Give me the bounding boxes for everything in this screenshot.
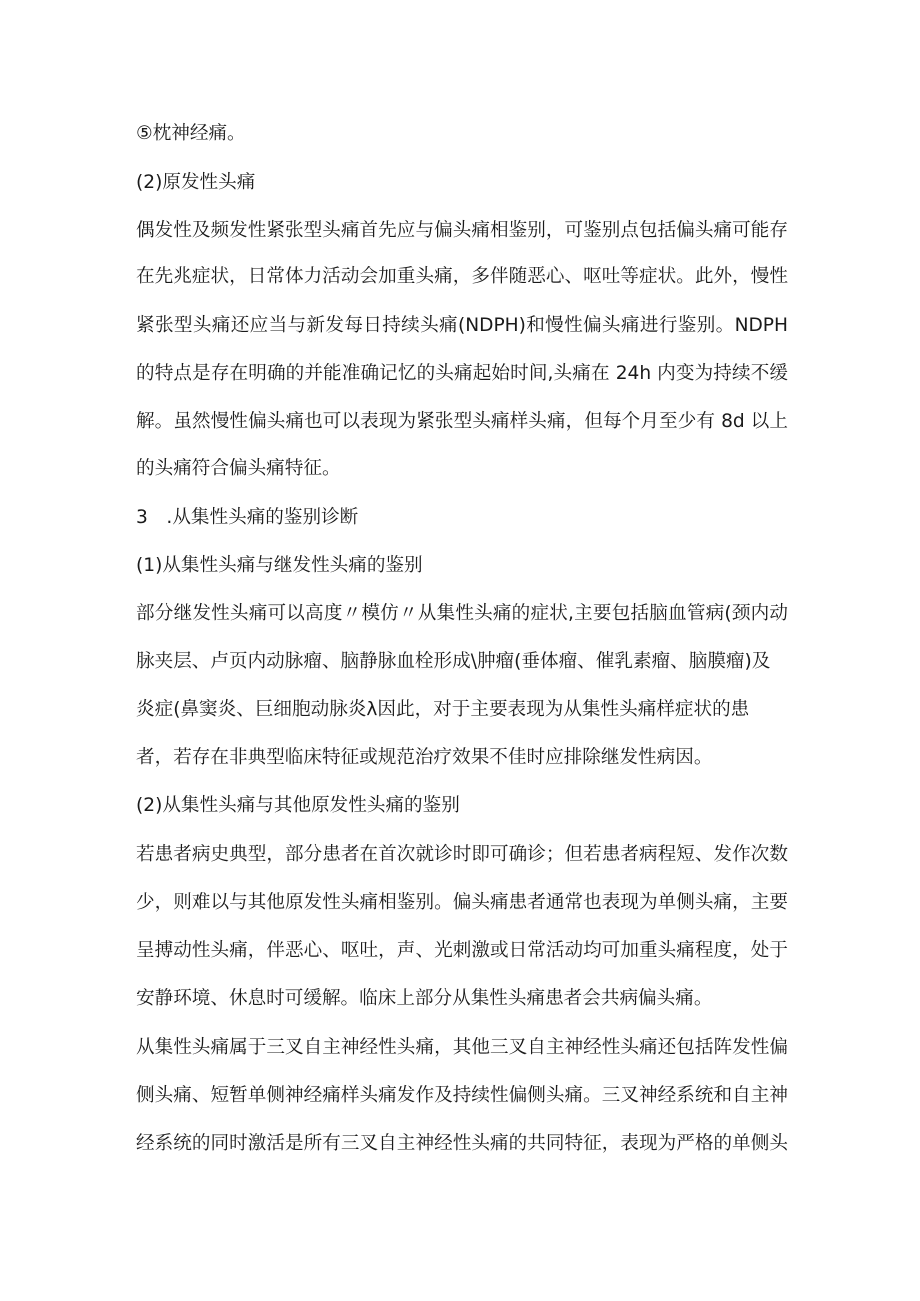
paragraph-line: 脉夹层、卢页内动脉瘤、脑静脉血栓形成\肿瘤(垂体瘤、催乳素瘤、脑膜瘤)及: [136, 651, 771, 672]
paragraph-line: 少，则难以与其他原发性头痛相鉴别。偏头痛患者通常也表现为单侧头痛，主要: [136, 892, 788, 913]
paragraph-line: 炎症(鼻窦炎、巨细胞动脉炎λ因此，对于主要表现为从集性头痛样症状的患: [136, 699, 750, 720]
paragraph-line: 的特点是存在明确的并能准确记忆的头痛起始时间,头痛在 24h 内变为持续不缓: [136, 363, 788, 384]
paragraph-line: 部分继发性头痛可以高度〃模仿〃从集性头痛的症状,主要包括脑血管病(颈内动: [136, 603, 788, 624]
paragraph-line: 者，若存在非典型临床特征或规范治疗效果不佳时应排除继发性病因。: [136, 747, 713, 768]
list-item-occipital-neuralgia: ⑤枕神经痛。: [136, 123, 246, 144]
paragraph-line: 在先兆症状，日常体力活动会加重头痛，多伴随恶心、呕吐等症状。此外，慢性: [136, 266, 788, 287]
paragraph-line: 的头痛符合偏头痛特征。: [136, 458, 341, 479]
section-heading-cluster-headache: 3 .从集性头痛的鉴别诊断: [136, 507, 359, 528]
paragraph-line: 解。虽然慢性偏头痛也可以表现为紧张型头痛样头痛，但每个月至少有 8d 以上: [136, 411, 788, 432]
paragraph-line: 呈搏动性头痛，伴恶心、呕吐，声、光刺激或日常活动均可加重头痛程度，处于: [136, 940, 788, 961]
section-heading-primary-headache: (2)原发性头痛: [136, 172, 256, 193]
paragraph-line: 偶发性及频发性紧张型头痛首先应与偏头痛相鉴别，可鉴别点包括偏头痛可能存: [136, 220, 788, 241]
subsection-heading-secondary: (1)从集性头痛与继发性头痛的鉴别: [136, 555, 423, 576]
paragraph-line: 若患者病史典型，部分患者在首次就诊时即可确诊；但若患者病程短、发作次数: [136, 844, 788, 865]
paragraph-line: 从集性头痛属于三叉自主神经性头痛，其他三叉自主神经性头痛还包括阵发性偏: [136, 1037, 788, 1058]
paragraph-line: 侧头痛、短暂单侧神经痛样头痛发作及持续性偏侧头痛。三叉神经系统和自主神: [136, 1085, 788, 1106]
paragraph-line: 安静环境、休息时可缓解。临床上部分从集性头痛患者会共病偏头痛。: [136, 988, 713, 1009]
paragraph-line: 经系统的同时激活是所有三叉自主神经性头痛的共同特征，表现为严格的单侧头: [136, 1133, 788, 1154]
subsection-heading-other-primary: (2)从集性头痛与其他原发性头痛的鉴别: [136, 795, 460, 816]
paragraph-line: 紧张型头痛还应当与新发每日持续头痛(NDPH)和慢性偏头痛进行鉴别。NDPH: [136, 315, 788, 336]
